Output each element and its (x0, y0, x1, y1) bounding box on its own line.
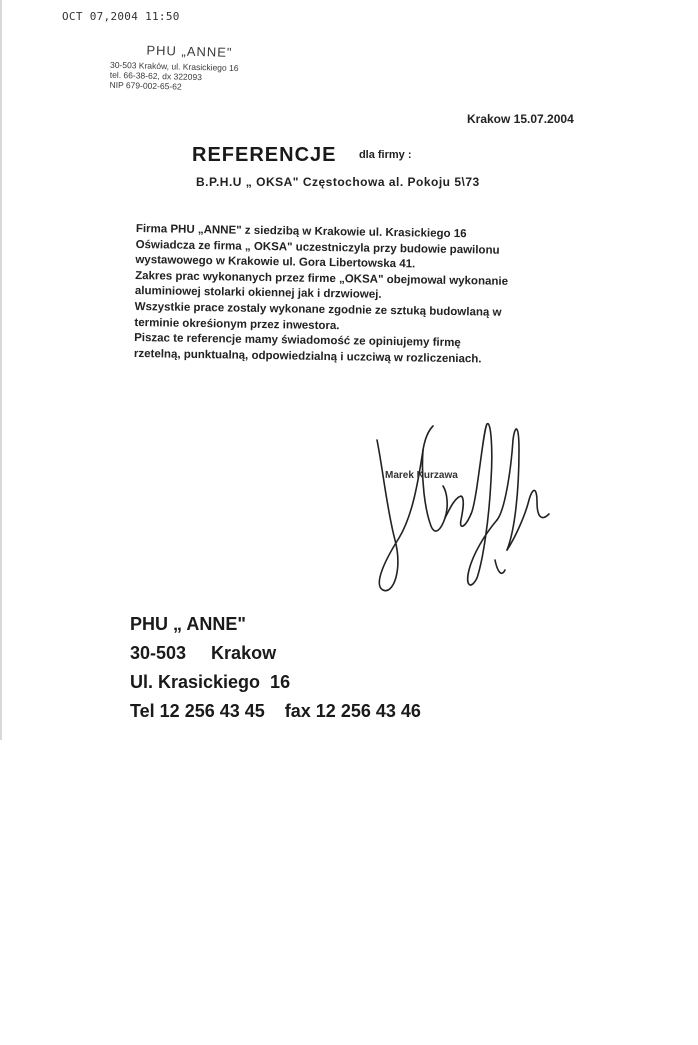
company-stamp (109, 42, 285, 95)
body-line: Zakres prac wykonanych przez firme „OKSA" obejmowal wykonanie (135, 269, 509, 288)
footer-street: Ul. Krasickiego 16 (130, 672, 291, 692)
stamp-address: 30-503 Kraków, ul. Krasickiego 16 (109, 59, 239, 74)
fax-header: OCT 07,2004 11:50 (62, 10, 180, 23)
body-line: wystawowego w Krakowie ul. Gora Libertowska 41. (135, 254, 416, 271)
signer-name: Marek Kurzawa (385, 470, 458, 481)
stamp-phone: tel. 66-38-62, dx 322093 (109, 69, 203, 83)
stamp-name: PHU „ANNE" (146, 42, 233, 60)
body-line: Firma PHU „ANNE" z siedzibą w Krakowie ul. Krasickiego 16 (135, 222, 467, 241)
body-line: Wszystkie prace zostaly wykonane zgodnie ze sztuką budowlaną w (134, 300, 502, 319)
body-line: Oświadcza ze firma „ OKSA" uczestniczyla przy budowie pawilonu (135, 238, 500, 257)
letter-date: Krakow 15.07.2004 (467, 112, 574, 126)
body-line: rzetelną, punktualną, odpowiedzialną i uczciwą w rozliczeniach. (133, 347, 482, 366)
scan-edge (0, 0, 2, 740)
footer-contact: Tel 12 256 43 45 fax 12 256 43 46 (130, 701, 421, 721)
body-line: aluminiowej stolarki okiennej jak i drzwiowej. (134, 285, 382, 302)
handwritten-signature (365, 410, 565, 615)
sender-footer (130, 610, 421, 726)
for-firm-label: dla firmy : (358, 149, 412, 161)
footer-company: PHU „ ANNE" (130, 614, 246, 634)
body-line: Piszac te referencje mamy świadomość ze opiniujemy firmę (134, 332, 461, 350)
footer-city: 30-503 Krakow (130, 643, 277, 663)
document-title: REFERENCJE (192, 144, 337, 166)
stamp-nip: NIP 679-002-65-62 (109, 79, 182, 92)
letter-body (134, 222, 656, 370)
recipient-company: B.P.H.U „ OKSA" Częstochowa al. Pokoju 5\73 (196, 175, 480, 189)
body-line: terminie okreśionym przez inwestora. (134, 316, 340, 332)
title-line (192, 144, 412, 167)
